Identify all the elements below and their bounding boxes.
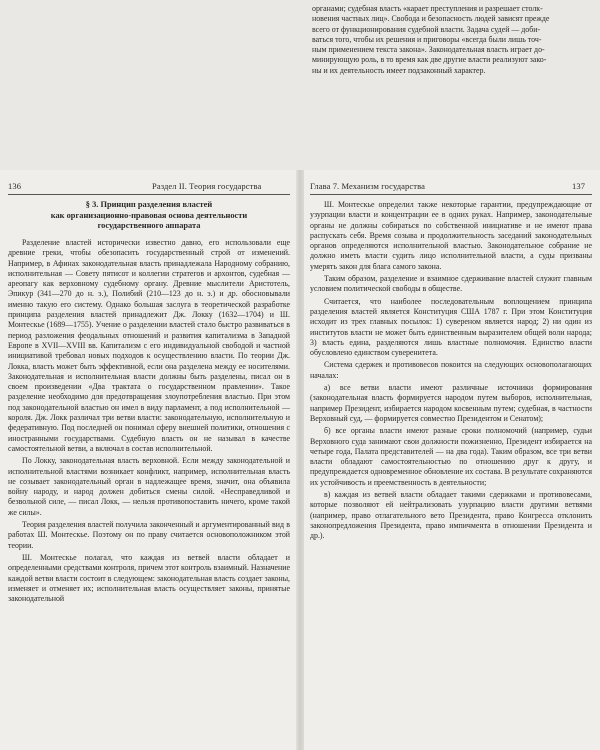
header-rule: [8, 194, 290, 195]
paragraph: в) каждая из ветвей власти обладает такими сдержками и противовесами, которые позволяют ей нейтрализовать узурпацию власти другими ветвями (например, право отлагательного вето Президента, право Конгресса отклонить законопредложения Президента, право импичмента в отношении Президента и др.).: [310, 490, 592, 541]
right-page: [304, 170, 600, 750]
text-line: ваться того, чтобы их решения и приговоры «всегда были лишь точ-: [312, 34, 542, 44]
paragraph: Таким образом, разделение и взаимное сдерживание властей служит главным условием политической свободы в обществе.: [310, 274, 592, 294]
page-number: 136: [8, 181, 22, 191]
book-gutter: [296, 170, 304, 750]
section-heading: [8, 200, 290, 232]
paragraph: Считается, что наиболее последовательным воплощением принципа разделения властей является Конституция США 1787 г. При этом Конституция исходит из трех главных посылок: 1) сувереном является народ; 2) ни один из институтов власти не может быть единственным выразителем общей воли народа; 3) власть едина, разделяются лишь властные полномочия. Единство власти обусловлено единством суверенитета.: [310, 296, 592, 358]
previous-page-text: [312, 4, 582, 76]
left-page: [0, 170, 296, 750]
paragraph: Система сдержек и противовесов покоится на следующих основополагающих началах:: [310, 360, 592, 380]
paragraph: По Локку, законодательная власть верховной. Если между законодательной и исполнительной властями возникает конфликт, например, исполнительная власть не созывает законодательный орган в надлежащее время, значит, она объявила войну народу, и народ должен добиться смены силой. «Несправедливой и безвольной силе, — писал Локк, — нельзя противопоставить ничего, кроме такой же силы».: [8, 456, 290, 517]
text-line: минирующую роль, в то время как две другие власти реализуют зако-: [312, 55, 547, 65]
paragraph: Разделение властей исторически известно давно, его использовали еще древние греки, чтобы обезопасить государственный строй от изменений. Например, в Афинах законодательная власть принадлежала Народному собранию, исполнительная — Совету пятисот и коллегии стратегов и архонтов, судебная — ареопагу как верховному судебному органу. Древние мыслители Аристотель, Эпикур (341—270 до н. э.), Полибий (210—123 до н. э.) и др. обосновывали именно такую его систему. Однако большая заслуга в теоретической разработке принципа разделения властей принадлежит Дж. Локку (1632—1704) и Ш. Монтескье (1689—1755). Учение о разделении властей стало быстро развиваться в период разложения феодальных отношений и развития капитализма в Западной Европе в XVII—XVIII вв. Капитализм с его индивидуальной свободой и частной инициативой требовал новых подходов к осуществлению власти. По теории Дж. Локка, власть может быть эффективной, если она разделена между ее носителями. Законодательная и исполнительная власти должны быть разделены, писал он в своем произведении «Два трактата о государственном правлении». Такое разделение необходимо для предотвращения злоупотребления властью. При этом под законодательной властью он имел в виду парламент, а под исполнительной — короля. Дж. Локк различал три ветви власти: законодательную, исполнительную и федеративную. Под последней он понимал сферу внешней политики, отношения с иностранными государствами. Судебную власть он не называл в качестве самостоятельной ветви, а включал в состав исполнительной.: [8, 238, 290, 453]
right-body-text: [310, 200, 592, 542]
header-rule: [310, 194, 592, 195]
heading-line: § 3. Принцип разделения властей: [85, 200, 213, 209]
heading-line: как организационно-правовая основа деятельности: [50, 210, 248, 220]
text-line: новения частных лиц». Свобода и безопасность людей зависят прежде: [312, 14, 550, 24]
text-line: ны и их деятельность имеет подзаконный характер.: [312, 65, 486, 75]
text-line: органами; судебная власть «карает преступления и разрешает столк-: [312, 4, 543, 13]
text-line: ным применением текста закона». Законодательная власть играет до-: [312, 45, 545, 55]
paragraph: б) все органы власти имеют разные сроки полномочий (например, судьи Верховного суда занимают свои должности пожизненно, Президент избирается на четыре года, Палата представителей — на два года). Таким образом, все три ветви власти обладают самостоятельностью по отношению друг к другу, и предупреждается одновременное обновление их состава. В результате сохраняются их устойчивость и преемственность в деятельности;: [310, 426, 592, 487]
text-line: всего от функционирования судебной власти. Задача судей — доби-: [312, 24, 541, 34]
paragraph: а) все ветви власти имеют различные источники формирования (законодательная власть формируется народом путем выборов, исполнительная, например Президент, избирается народом косвенным путем; судебная, в частности Верховный суд, — формируется совместно Президентом и Сенатом);: [310, 383, 592, 423]
running-head: Глава 7. Механизм государства: [310, 181, 425, 191]
paragraph: Ш. Монтескье полагал, что каждая из ветвей власти обладает и определенными средствами контроля, причем этот контроль взаимный. Назначение каждой ветви власти состоит в следующем: законодательная власть создает законы, изменяет и отменяет их; исполнительная власть осуществляет законы, принятые законодательной: [8, 552, 290, 604]
page-number: 137: [572, 181, 586, 191]
left-body-text: [8, 238, 290, 604]
heading-line: государственного аппарата: [97, 221, 201, 230]
running-head: Раздел II. Теория государства: [152, 181, 262, 191]
paragraph: Ш. Монтескье определил также некоторые гарантии, предупреждающие от узурпации власти и концентрации ее в одних руках. Например, законодательные органы не должны собираться по собственной инициативе и не имеют права распускать себя. Время созыва и продолжительность заседаний законодательных органов определяются исполнительной властью. Законодательное собрание не должно иметь власти судить лицо исполнительной власти, а суды призваны умерять закон для блага самого закона.: [310, 200, 592, 271]
paragraph: Теория разделения властей получила законченный и аргументированный вид в работах Ш. Монтескье. Поэтому он по праву считается основоположником этой теории.: [8, 520, 290, 550]
